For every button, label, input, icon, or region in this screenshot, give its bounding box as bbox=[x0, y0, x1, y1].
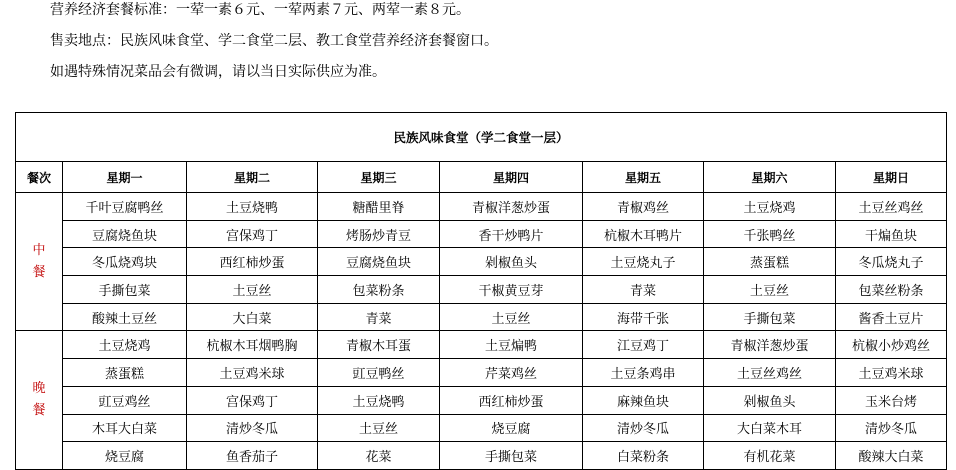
table-row bbox=[16, 331, 947, 359]
dish-cell: 白菜粉条 bbox=[583, 442, 704, 470]
dish-cell: 土豆丝鸡丝 bbox=[836, 193, 947, 221]
dish-cell: 千叶豆腐鸭丝 bbox=[63, 193, 187, 221]
dish-cell: 手撕包菜 bbox=[440, 442, 583, 470]
dish-cell: 土豆烧鸡 bbox=[704, 193, 836, 221]
day-header-tue: 星期二 bbox=[187, 162, 318, 193]
dish-cell: 青椒鸡丝 bbox=[583, 193, 704, 221]
dish-cell: 手撕包菜 bbox=[63, 276, 187, 304]
table-title: 民族风味食堂（学二食堂一层） bbox=[16, 113, 947, 162]
dish-cell: 土豆烧丸子 bbox=[583, 248, 704, 276]
dish-cell: 豆腐烧鱼块 bbox=[318, 248, 440, 276]
dish-cell: 土豆丝 bbox=[704, 276, 836, 304]
dish-cell: 海带千张 bbox=[583, 303, 704, 331]
dish-cell: 糖醋里脊 bbox=[318, 193, 440, 221]
dish-cell: 包菜粉条 bbox=[318, 276, 440, 304]
dish-cell: 土豆烧鸭 bbox=[187, 193, 318, 221]
day-header-wed: 星期三 bbox=[318, 162, 440, 193]
adjustment-note: 如遇特殊情况菜品会有微调，请以当日实际供应为准。 bbox=[50, 64, 386, 80]
dish-cell: 香干炒鸭片 bbox=[440, 220, 583, 248]
dish-cell: 青菜 bbox=[583, 276, 704, 304]
dish-cell: 鱼香茄子 bbox=[187, 442, 318, 470]
dish-cell: 大白菜 bbox=[187, 303, 318, 331]
dish-cell: 青椒木耳蛋 bbox=[318, 331, 440, 359]
dish-cell: 青菜 bbox=[318, 303, 440, 331]
dish-cell: 酸辣大白菜 bbox=[836, 442, 947, 470]
dish-cell: 清炒冬瓜 bbox=[187, 414, 318, 442]
dish-cell: 西红柿炒蛋 bbox=[440, 386, 583, 414]
table-row bbox=[16, 303, 947, 331]
dish-cell: 土豆煸鸭 bbox=[440, 331, 583, 359]
dish-cell: 土豆鸡米球 bbox=[187, 359, 318, 387]
meal-label-char: 晚 bbox=[32, 381, 46, 397]
dish-cell: 土豆烧鸡 bbox=[63, 331, 187, 359]
meal-label-char: 餐 bbox=[32, 403, 46, 419]
menu-table bbox=[15, 112, 947, 470]
dish-cell: 土豆烧鸭 bbox=[318, 386, 440, 414]
dish-cell: 杭椒木耳鸭片 bbox=[583, 220, 704, 248]
dish-cell: 土豆丝 bbox=[318, 414, 440, 442]
dish-cell: 土豆鸡米球 bbox=[836, 359, 947, 387]
dish-cell: 豇豆鸡丝 bbox=[63, 386, 187, 414]
dish-cell: 烤肠炒青豆 bbox=[318, 220, 440, 248]
dish-cell: 剁椒鱼头 bbox=[704, 386, 836, 414]
dish-cell: 土豆丝鸡丝 bbox=[704, 359, 836, 387]
dish-cell: 芹菜鸡丝 bbox=[440, 359, 583, 387]
table-row bbox=[16, 220, 947, 248]
dish-cell: 冬瓜烧丸子 bbox=[836, 248, 947, 276]
table-row bbox=[16, 193, 947, 221]
dish-cell: 包菜丝粉条 bbox=[836, 276, 947, 304]
menu-table-body bbox=[16, 113, 947, 470]
dish-cell: 酸辣土豆丝 bbox=[63, 303, 187, 331]
day-header-sun: 星期日 bbox=[836, 162, 947, 193]
dish-cell: 花菜 bbox=[318, 442, 440, 470]
table-header-row bbox=[16, 162, 947, 193]
dish-cell: 酱香土豆片 bbox=[836, 303, 947, 331]
dish-cell: 宫保鸡丁 bbox=[187, 386, 318, 414]
table-row bbox=[16, 276, 947, 304]
dish-cell: 江豆鸡丁 bbox=[583, 331, 704, 359]
meal-label-char: 餐 bbox=[32, 264, 46, 280]
dish-cell: 玉米台烤 bbox=[836, 386, 947, 414]
location-note: 售卖地点：民族风味食堂、学二食堂二层、教工食堂营养经济套餐窗口。 bbox=[50, 33, 498, 49]
table-row bbox=[16, 386, 947, 414]
dish-cell: 烧豆腐 bbox=[440, 414, 583, 442]
table-row bbox=[16, 359, 947, 387]
meal-label-char: 中 bbox=[32, 242, 46, 258]
day-header-fri: 星期五 bbox=[583, 162, 704, 193]
day-header-thu: 星期四 bbox=[440, 162, 583, 193]
notes-block bbox=[50, 2, 498, 95]
dish-cell: 豆腐烧鱼块 bbox=[63, 220, 187, 248]
dish-cell: 木耳大白菜 bbox=[63, 414, 187, 442]
dish-cell: 剁椒鱼头 bbox=[440, 248, 583, 276]
dish-cell: 千张鸭丝 bbox=[704, 220, 836, 248]
meal-label-dinner bbox=[16, 331, 63, 470]
table-row bbox=[16, 248, 947, 276]
dish-cell: 大白菜木耳 bbox=[704, 414, 836, 442]
dish-cell: 清炒冬瓜 bbox=[583, 414, 704, 442]
dish-cell: 西红柿炒蛋 bbox=[187, 248, 318, 276]
table-row bbox=[16, 442, 947, 470]
meal-column-header: 餐次 bbox=[16, 162, 63, 193]
dish-cell: 手撕包菜 bbox=[704, 303, 836, 331]
dish-cell: 土豆丝 bbox=[440, 303, 583, 331]
dish-cell: 青椒洋葱炒蛋 bbox=[704, 331, 836, 359]
dish-cell: 土豆条鸡串 bbox=[583, 359, 704, 387]
dish-cell: 宫保鸡丁 bbox=[187, 220, 318, 248]
meal-label-lunch bbox=[16, 193, 63, 331]
dish-cell: 冬瓜烧鸡块 bbox=[63, 248, 187, 276]
price-note: 营养经济套餐标准：一荤一素６元、一荤两素７元、两荤一素８元。 bbox=[50, 2, 470, 18]
dish-cell: 烧豆腐 bbox=[63, 442, 187, 470]
dish-cell: 豇豆鸭丝 bbox=[318, 359, 440, 387]
table-title-row bbox=[16, 113, 947, 162]
dish-cell: 杭椒小炒鸡丝 bbox=[836, 331, 947, 359]
table-row bbox=[16, 414, 947, 442]
dish-cell: 土豆丝 bbox=[187, 276, 318, 304]
dish-cell: 有机花菜 bbox=[704, 442, 836, 470]
day-header-mon: 星期一 bbox=[63, 162, 187, 193]
day-header-sat: 星期六 bbox=[704, 162, 836, 193]
dish-cell: 青椒洋葱炒蛋 bbox=[440, 193, 583, 221]
dish-cell: 清炒冬瓜 bbox=[836, 414, 947, 442]
dish-cell: 蒸蛋糕 bbox=[63, 359, 187, 387]
dish-cell: 干煸鱼块 bbox=[836, 220, 947, 248]
dish-cell: 干椒黄豆芽 bbox=[440, 276, 583, 304]
dish-cell: 蒸蛋糕 bbox=[704, 248, 836, 276]
dish-cell: 杭椒木耳烟鸭胸 bbox=[187, 331, 318, 359]
dish-cell: 麻辣鱼块 bbox=[583, 386, 704, 414]
